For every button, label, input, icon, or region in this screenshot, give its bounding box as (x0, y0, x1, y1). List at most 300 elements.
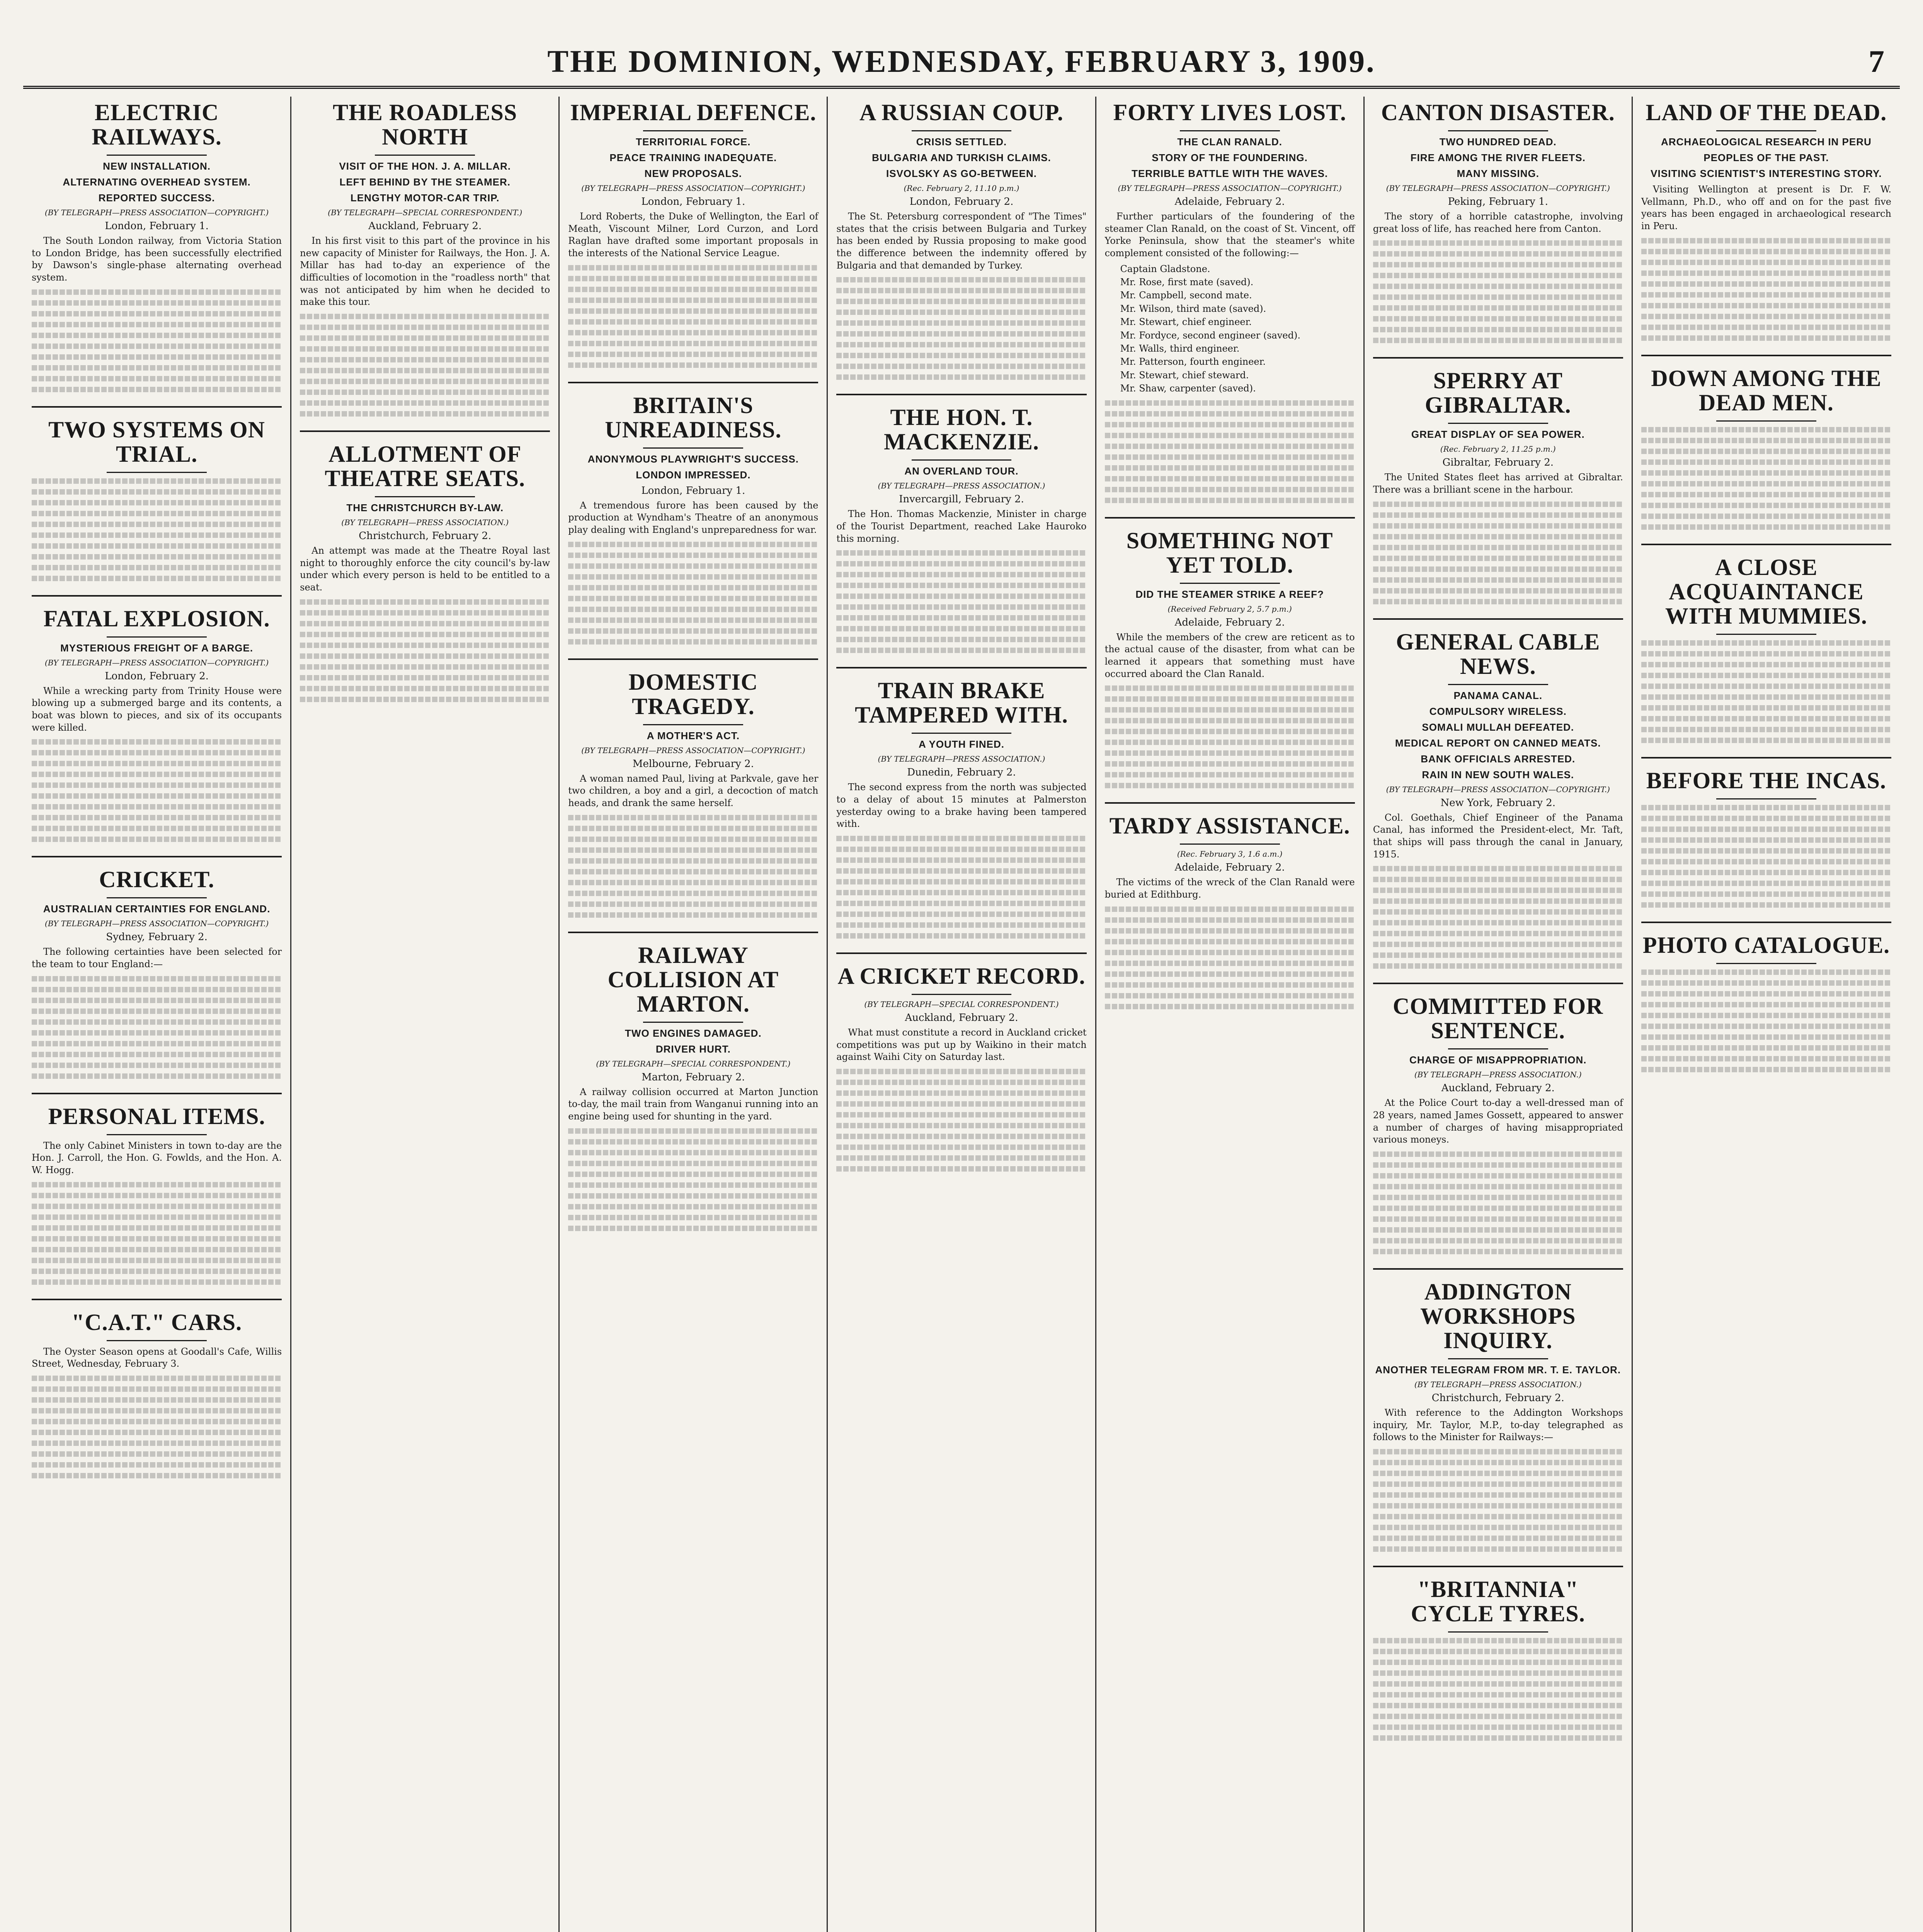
article (1105, 802, 1355, 1009)
body-text-texture (1373, 1492, 1623, 1498)
article-divider (568, 382, 818, 383)
body-text-texture (32, 1052, 282, 1057)
body-text-texture (32, 1193, 282, 1198)
article-paragraph: While a wrecking party from Trinity House were blowing up a submerged barge and its contents, a boat was blown to pieces, and six of its occupants were killed. (32, 685, 282, 733)
body-text-texture (1105, 718, 1355, 723)
body-text-texture (568, 815, 818, 820)
body-text-texture (836, 626, 1086, 631)
body-text-texture (1105, 939, 1355, 944)
article-paragraph: Further particulars of the foundering of the steamer Clan Ranald, on the coast of St. Vincent, off Yorke Peninsula, show that the steamer's white complement consisted of the following:— (1104, 211, 1355, 259)
body-text-texture (568, 276, 818, 281)
body-text-texture (1641, 805, 1891, 810)
body-text-texture (568, 553, 818, 558)
body-text-texture (1373, 599, 1623, 604)
article-headline: COMMITTED FOR SENTENCE. (1392, 993, 1603, 1044)
headline-rule (912, 130, 1012, 131)
body-text-texture (568, 330, 818, 335)
body-text-texture (32, 1408, 282, 1413)
body-text-texture (1641, 427, 1891, 432)
article-subhead: ALTERNATING OVERHEAD SYSTEM. (63, 176, 251, 188)
body-text-texture (836, 550, 1086, 556)
article-divider (1373, 1566, 1623, 1567)
body-text-texture (32, 1473, 282, 1478)
article-subhead: RAIN IN NEW SOUTH WALES. (1422, 769, 1574, 781)
body-text-texture (1105, 971, 1355, 977)
article-subhead: AN OVERLAND TOUR. (904, 465, 1019, 477)
body-text-texture (32, 782, 282, 788)
body-text-texture (1373, 1238, 1623, 1243)
body-text-texture (32, 837, 282, 842)
article (32, 1299, 282, 1478)
body-text-texture (1373, 240, 1623, 246)
article-divider (568, 932, 818, 933)
column-4 (828, 97, 1096, 1932)
body-text-texture (1373, 1460, 1623, 1465)
article (1373, 618, 1623, 969)
body-text-texture (1105, 465, 1355, 471)
article-dateline: Adelaide, February 2. (1174, 196, 1285, 207)
body-text-texture (568, 891, 818, 896)
article-credit: (BY TELEGRAPH—PRESS ASSOCIATION—COPYRIGHT.) (1386, 184, 1610, 193)
body-text-texture (568, 639, 818, 645)
article-subhead: PEACE TRAINING INADEQUATE. (609, 152, 777, 163)
article-subhead: BANK OFFICIALS ARRESTED. (1421, 753, 1576, 765)
body-text-texture (32, 1419, 282, 1424)
article (568, 100, 818, 368)
column-6 (1365, 97, 1633, 1932)
article-dateline: Adelaide, February 2. (1174, 616, 1285, 628)
body-text-texture (1105, 696, 1355, 702)
body-text-texture (1641, 492, 1891, 497)
article-paragraph: The following certainties have been selected for the team to tour England:— (32, 946, 282, 970)
headline-rule (1448, 423, 1548, 424)
headline-rule (1716, 420, 1816, 422)
body-text-texture (1641, 335, 1891, 341)
body-text-texture (1373, 1514, 1623, 1519)
body-text-texture (300, 346, 550, 352)
body-text-texture (1641, 325, 1891, 330)
body-text-texture (1641, 991, 1891, 997)
article (1641, 100, 1891, 341)
body-text-texture (1105, 993, 1355, 998)
body-text-texture (568, 265, 818, 270)
article-divider (1373, 357, 1623, 359)
body-text-texture (32, 322, 282, 327)
article-headline: ALLOTMENT OF THEATRE SEATS. (325, 441, 526, 492)
headline-rule (1180, 130, 1280, 131)
article-paragraph: With reference to the Addington Workshops inquiry, Mr. Taylor, M.P., to-day telegraphed as follows to the Minister for Railways:— (1373, 1407, 1623, 1443)
body-text-texture (836, 912, 1086, 917)
article-subhead: THE CLAN RANALD. (1177, 136, 1282, 148)
body-text-texture (836, 836, 1086, 841)
article-headline: THE ROADLESS NORTH (333, 100, 517, 150)
article-divider (836, 667, 1086, 668)
article-subhead: PEOPLES OF THE PAST. (1703, 152, 1829, 163)
body-text-texture (1373, 262, 1623, 267)
article-dateline: New York, February 2. (1440, 797, 1555, 809)
body-text-texture (836, 277, 1086, 282)
body-text-texture (1105, 1004, 1355, 1009)
article-headline: A RUSSIAN COUP. (859, 100, 1064, 125)
body-text-texture (1373, 1649, 1623, 1654)
body-text-texture (32, 1214, 282, 1220)
headline-rule (1716, 130, 1816, 131)
body-text-texture (1373, 1184, 1623, 1189)
body-text-texture (1105, 928, 1355, 934)
body-text-texture (836, 288, 1086, 293)
article-headline: THE HON. T. MACKENZIE. (884, 405, 1039, 455)
body-text-texture (32, 289, 282, 295)
article-subhead: TERRITORIAL FORCE. (636, 136, 751, 148)
body-text-texture (32, 311, 282, 316)
article (1641, 544, 1891, 743)
article-paragraph: A railway collision occurred at Marton Junction to-day, the mail train from Wanganui running into an engine being used for shunting in the yard. (568, 1086, 819, 1122)
article-dateline: Melbourne, February 2. (632, 758, 754, 770)
body-text-texture (1641, 303, 1891, 308)
article-subhead: BULGARIA AND TURKISH CLAIMS. (872, 152, 1051, 163)
body-text-texture (32, 772, 282, 777)
article-subhead: TWO HUNDRED DEAD. (1439, 136, 1557, 148)
body-text-texture (32, 1225, 282, 1231)
headline-rule (1448, 1631, 1548, 1633)
page-number: 7 (1869, 44, 1884, 79)
body-text-texture (568, 352, 818, 357)
body-text-texture (1373, 866, 1623, 871)
headline-rule (1448, 684, 1548, 685)
body-text-texture (300, 325, 550, 330)
body-text-texture (568, 308, 818, 314)
body-text-texture (32, 750, 282, 755)
body-text-texture (32, 500, 282, 505)
body-text-texture (836, 922, 1086, 928)
body-text-texture (1373, 888, 1623, 893)
article-headline: PHOTO CATALOGUE. (1642, 932, 1890, 958)
article-subhead: ARCHAEOLOGICAL RESEARCH IN PERU (1661, 136, 1872, 148)
body-text-texture (1641, 673, 1891, 678)
body-text-texture (836, 561, 1086, 566)
headline-rule (643, 724, 743, 725)
body-text-texture (1641, 738, 1891, 743)
body-text-texture (568, 1128, 818, 1134)
body-text-texture (1641, 837, 1891, 843)
body-text-texture (300, 697, 550, 702)
article-divider (32, 406, 282, 408)
article-subhead: PANAMA CANAL. (1453, 689, 1543, 701)
body-text-texture (300, 379, 550, 384)
body-text-texture (1373, 1692, 1623, 1697)
body-text-texture (568, 607, 818, 612)
body-text-texture (568, 1215, 818, 1220)
article-subhead: LONDON IMPRESSED. (636, 469, 751, 481)
body-text-texture (1641, 1013, 1891, 1018)
article-headline: BEFORE THE INCAS. (1646, 767, 1886, 793)
body-text-texture (32, 761, 282, 766)
headline-rule (912, 459, 1012, 461)
article-dateline: Sydney, February 2. (106, 931, 208, 943)
body-text-texture (1641, 438, 1891, 443)
body-text-texture (568, 287, 818, 292)
body-text-texture (1373, 877, 1623, 882)
body-text-texture (1641, 969, 1891, 975)
article-credit: (BY TELEGRAPH—PRESS ASSOCIATION—COPYRIGHT.) (1386, 784, 1610, 794)
body-text-texture (568, 837, 818, 842)
article-dateline: Auckland, February 2. (905, 1012, 1018, 1024)
body-text-texture (32, 1019, 282, 1025)
article-headline: FORTY LIVES LOST. (1113, 100, 1346, 125)
article-paragraph: A woman named Paul, living at Parkvale, gave her two children, a boy and a girl, a decoction of match heads, and drank the same herself. (568, 773, 819, 809)
body-text-texture (836, 1112, 1086, 1117)
body-text-texture (1105, 498, 1355, 503)
article (1641, 922, 1891, 1072)
body-text-texture (836, 637, 1086, 642)
article-headline: SOMETHING NOT YET TOLD. (1126, 527, 1333, 578)
article-credit: (Rec. February 3, 1.6 a.m.) (1177, 849, 1283, 859)
body-text-texture (1641, 651, 1891, 656)
article-dateline: London, February 1. (641, 485, 745, 497)
body-text-texture (32, 1236, 282, 1242)
article-subhead: CRISIS SETTLED. (916, 136, 1007, 148)
body-text-texture (1641, 684, 1891, 689)
article (1641, 757, 1891, 908)
body-text-texture (32, 998, 282, 1003)
crew-list (1105, 263, 1355, 395)
article (836, 952, 1086, 1172)
body-text-texture (1641, 260, 1891, 265)
article-divider (1373, 983, 1623, 984)
article-dateline: Auckland, February 2. (368, 220, 482, 232)
article-paragraph: An attempt was made at the Theatre Royal last night to thoroughly enforce the city council's by-law under which every person is held to be entitled to a seat. (300, 545, 550, 593)
article-subhead: LENGTHY MOTOR-CAR TRIP. (350, 192, 500, 204)
body-text-texture (1105, 433, 1355, 438)
body-text-texture (300, 314, 550, 319)
body-text-texture (836, 583, 1086, 588)
body-text-texture (836, 1123, 1086, 1128)
body-text-texture (1641, 640, 1891, 646)
crew-member: Mr. Walls, third engineer. (1120, 343, 1240, 354)
headline-rule (1180, 844, 1280, 845)
article-subhead: NEW INSTALLATION. (103, 160, 211, 172)
article (1373, 1268, 1623, 1552)
body-text-texture (32, 987, 282, 992)
crew-member: Mr. Patterson, fourth engineer. (1120, 356, 1266, 367)
article (32, 595, 282, 842)
article (1105, 517, 1355, 789)
article-headline: LAND OF THE DEAD. (1646, 100, 1887, 125)
body-text-texture (836, 890, 1086, 895)
article-credit: (BY TELEGRAPH—PRESS ASSOCIATION—COPYRIGHT.) (44, 208, 269, 217)
body-text-texture (836, 648, 1086, 653)
body-text-texture (1373, 523, 1623, 529)
article-paragraph: Col. Goethals, Chief Engineer of the Panama Canal, has informed the President-elect, Mr. Taft, that ships will pass through the canal in January, 1915. (1373, 812, 1623, 860)
article-credit: (BY TELEGRAPH—SPECIAL CORRESPONDENT.) (864, 1000, 1059, 1009)
body-text-texture (1641, 503, 1891, 508)
article-paragraph: The United States fleet has arrived at Gibraltar. There was a brilliant scene in the harbour. (1373, 472, 1623, 495)
body-text-texture (836, 1069, 1086, 1074)
body-text-texture (1641, 980, 1891, 986)
body-text-texture (32, 1376, 282, 1381)
body-text-texture (300, 621, 550, 626)
article (300, 100, 550, 417)
article-subhead: COMPULSORY WIRELESS. (1429, 705, 1567, 717)
body-text-texture (836, 1134, 1086, 1139)
body-text-texture (568, 880, 818, 885)
body-text-texture (32, 1440, 282, 1446)
body-text-texture (568, 912, 818, 918)
article-divider (1641, 922, 1891, 923)
body-text-texture (1373, 909, 1623, 915)
headline-rule (375, 155, 475, 156)
body-text-texture (32, 1269, 282, 1274)
body-text-texture (1105, 761, 1355, 767)
article-dateline: Christchurch, February 2. (1431, 1392, 1564, 1404)
body-text-texture (568, 574, 818, 580)
body-text-texture (1373, 305, 1623, 311)
article-subhead: ANONYMOUS PLAYWRIGHT'S SUCCESS. (587, 453, 799, 465)
article-headline: RAILWAY COLLISION AT MARTON. (608, 942, 779, 1017)
article-subhead: MANY MISSING. (1457, 168, 1539, 179)
article-credit: (BY TELEGRAPH—PRESS ASSOCIATION—COPYRIGHT.) (44, 658, 269, 667)
body-text-texture (32, 1451, 282, 1457)
body-text-texture (836, 933, 1086, 939)
body-text-texture (1373, 942, 1623, 947)
body-text-texture (32, 1009, 282, 1014)
body-text-texture (32, 1397, 282, 1403)
masthead-title: THE DOMINION, WEDNESDAY, FEBRUARY 3, 1909. (547, 44, 1376, 79)
body-text-texture (1641, 481, 1891, 486)
body-text-texture (32, 815, 282, 820)
body-text-texture (568, 858, 818, 864)
body-text-texture (1105, 454, 1355, 460)
article-divider (1641, 544, 1891, 545)
body-text-texture (836, 299, 1086, 304)
body-text-texture (1373, 338, 1623, 343)
article (32, 100, 282, 392)
body-text-texture (300, 664, 550, 670)
body-text-texture (568, 847, 818, 853)
body-text-texture (1373, 1681, 1623, 1687)
body-text-texture (1641, 1067, 1891, 1072)
body-text-texture (1641, 281, 1891, 287)
body-text-texture (836, 615, 1086, 621)
body-text-texture (1105, 783, 1355, 788)
body-text-texture (1373, 1206, 1623, 1211)
body-text-texture (1373, 1703, 1623, 1708)
body-text-texture (836, 1101, 1086, 1107)
body-text-texture (1105, 950, 1355, 955)
body-text-texture (32, 1247, 282, 1252)
body-text-texture (836, 1080, 1086, 1085)
article (32, 406, 282, 581)
article-credit: (BY TELEGRAPH—PRESS ASSOCIATION.) (878, 481, 1045, 491)
article-dateline: Invercargill, February 2. (899, 493, 1024, 505)
body-text-texture (32, 576, 282, 581)
body-text-texture (568, 563, 818, 569)
body-text-texture (32, 387, 282, 392)
article-headline: SPERRY AT GIBRALTAR. (1425, 368, 1571, 418)
article-credit: (BY TELEGRAPH—PRESS ASSOCIATION.) (878, 754, 1045, 764)
article-headline: TRAIN BRAKE TAMPERED WITH. (855, 678, 1068, 728)
body-text-texture (1641, 1056, 1891, 1061)
body-text-texture (1373, 273, 1623, 278)
body-text-texture (568, 901, 818, 907)
body-text-texture (836, 374, 1086, 380)
body-text-texture (836, 879, 1086, 884)
body-text-texture (1641, 705, 1891, 711)
body-text-texture (1373, 1162, 1623, 1168)
article-divider (32, 595, 282, 597)
body-text-texture (1641, 827, 1891, 832)
article-divider (32, 1299, 282, 1300)
body-text-texture (836, 353, 1086, 358)
body-text-texture (836, 857, 1086, 863)
article-divider (1641, 355, 1891, 356)
article-divider (1641, 757, 1891, 759)
article-subhead: ANOTHER TELEGRAM FROM MR. T. E. TAYLOR. (1375, 1364, 1621, 1376)
body-text-texture (568, 1204, 818, 1209)
article-paragraph: The St. Petersburg correspondent of "The Times" states that the crisis between Bulgaria and Turkey has been ended by Russia proposing to make good the difference between the indemnity offered by Bulgaria and that demanded by Turkey. (836, 211, 1087, 271)
article-credit: (BY TELEGRAPH—SPECIAL CORRESPONDENT.) (328, 208, 522, 217)
crew-member: Mr. Campbell, second mate. (1120, 290, 1252, 301)
body-text-texture (1373, 577, 1623, 583)
article-headline: CRICKET. (99, 867, 214, 893)
masthead (23, 46, 1900, 89)
body-text-texture (1373, 952, 1623, 958)
article-subhead: MYSTERIOUS FREIGHT OF A BARGE. (60, 642, 254, 654)
body-text-texture (32, 1063, 282, 1068)
body-text-texture (1641, 238, 1891, 243)
body-text-texture (1373, 1638, 1623, 1643)
body-text-texture (1641, 870, 1891, 875)
body-text-texture (568, 1139, 818, 1145)
body-text-texture (1105, 906, 1355, 912)
article-headline: TARDY ASSISTANCE. (1109, 813, 1350, 839)
article (1373, 357, 1623, 604)
body-text-texture (32, 565, 282, 570)
article-dateline: Christchurch, February 2. (359, 530, 492, 542)
body-text-texture (836, 331, 1086, 337)
body-text-texture (300, 389, 550, 395)
body-text-texture (300, 643, 550, 648)
body-text-texture (568, 298, 818, 303)
body-text-texture (1641, 1002, 1891, 1007)
headline-rule (107, 636, 207, 638)
article-headline: DOWN AMONG THE DEAD MEN. (1651, 365, 1882, 415)
body-text-texture (32, 543, 282, 549)
body-text-texture (1373, 1714, 1623, 1719)
body-text-texture (568, 319, 818, 325)
body-text-texture (568, 596, 818, 601)
body-text-texture (1373, 1546, 1623, 1552)
body-text-texture (1373, 1503, 1623, 1509)
body-text-texture (836, 594, 1086, 599)
crew-member: Mr. Stewart, chief steward. (1120, 369, 1249, 381)
article-divider (1105, 802, 1355, 804)
article-paragraph: At the Police Court to-day a well-dressed man of 28 years, named James Gossett, appeared to answer a number of charges of having misappropriated various moneys. (1373, 1097, 1623, 1145)
article-paragraph: While the members of the crew are reticent as to the actual cause of the disaster, from what can be learned it appears that something must have occurred aboard the Clan Ranald. (1104, 631, 1355, 679)
body-text-texture (836, 320, 1086, 326)
body-text-texture (1373, 1227, 1623, 1233)
body-text-texture (300, 599, 550, 605)
article-divider (300, 430, 550, 432)
body-text-texture (32, 1279, 282, 1285)
body-text-texture (1641, 891, 1891, 897)
article-headline: FATAL EXPLOSION. (43, 605, 270, 631)
article-subhead: CHARGE OF MISAPPROPRIATION. (1409, 1054, 1587, 1066)
body-text-texture (1641, 292, 1891, 298)
article-headline: BRITAIN'S UNREADINESS. (605, 392, 782, 442)
headline-rule (643, 1022, 743, 1023)
article-divider (836, 952, 1086, 954)
